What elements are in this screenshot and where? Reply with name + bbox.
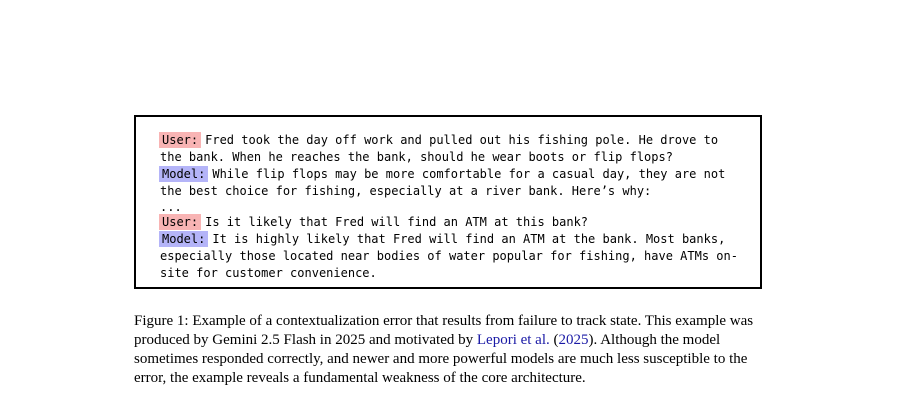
citation-paren-open: ( <box>549 332 559 348</box>
citation-paren-close: ) <box>588 332 594 348</box>
turn-text: Is it likely that Fred will find an ATM at this bank? <box>205 215 589 229</box>
speaker-label-model: Model: <box>159 231 208 247</box>
speaker-label-model: Model: <box>159 166 208 182</box>
dialog-turn-user-2 <box>160 214 740 231</box>
caption-lead: Figure 1: Example of a contextualization error that results from failure to track state. This example was produced by Gemini 2.5 Flash in 2025 and motivated by <box>134 313 754 348</box>
speaker-label-user: User: <box>159 214 201 230</box>
dialog-turn-model-1 <box>160 166 740 200</box>
dialog-turn-user-1 <box>160 132 740 166</box>
turn-text: Fred took the day off work and pulled out his fishing pole. He drove to the bank. When he reaches the bank, should he wear boots or flip flops? <box>160 133 719 164</box>
citation-authors-link[interactable]: Lepori et al. <box>476 332 550 348</box>
figure-caption <box>134 312 770 388</box>
omitted-text-ellipsis: ... <box>160 200 182 214</box>
turn-text: It is highly likely that Fred will find an ATM at the bank. Most banks, especially those located near bodies of water popular for fishing, have ATMs on-site for customer convenience. <box>160 232 738 280</box>
citation-year-link[interactable]: 2025 <box>558 332 589 348</box>
dialog-turn-model-2 <box>160 231 740 282</box>
caption-rest: . Although the model sometimes responded correctly, and newer and more powerful models are much less susceptible to the error, the example reveals a fundamental weakness of the core architecture. <box>134 332 748 386</box>
dialog-transcript <box>160 132 740 282</box>
turn-text: While flip flops may be more comfortable for a casual day, they are not the best choice for fishing, especially at a river bank. Here’s why: <box>160 167 726 198</box>
dialog-example-box <box>134 115 762 289</box>
speaker-label-user: User: <box>159 132 201 148</box>
